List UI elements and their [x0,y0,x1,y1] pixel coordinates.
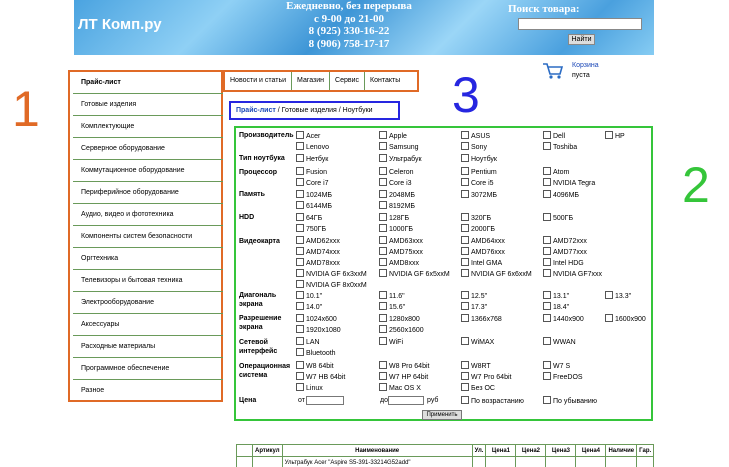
table-header[interactable]: Цена4 [576,445,606,457]
filter-diag-option[interactable]: 15.6" [379,302,405,312]
menu-item-ready-products[interactable]: Готовые изделия [73,94,223,116]
menu-item-server[interactable]: Серверное оборудование [73,138,223,160]
filter-label-ram: Память [239,191,265,198]
filter-gpu-option[interactable]: AMD72xxx [543,236,587,246]
filter-maker-option[interactable]: Apple [379,131,407,141]
filter-maker-option[interactable]: Samsung [379,142,419,152]
nav-store[interactable]: Магазин [292,72,330,90]
filter-diag-option[interactable]: 18.4" [543,302,569,312]
menu-item-misc[interactable]: Разное [81,387,105,394]
filter-res-option[interactable]: 1600x900 [605,314,646,324]
filter-gpu-option[interactable]: NVIDIA GF 8x0xxM [296,280,367,290]
filter-hdd-option[interactable]: 64ГБ [296,213,322,223]
filter-label-cpu: Процессор [239,169,278,176]
filter-label-maker: Производитель [239,132,294,139]
price-to-label: до [380,397,388,404]
table-cell [237,457,253,467]
filter-os-option[interactable]: W7 HP 64bit [379,372,428,382]
filter-diag-option[interactable]: 14.0" [296,302,322,312]
filter-type-option[interactable]: Нетбук [296,154,328,164]
category-menu [68,70,223,402]
menu-item-security[interactable]: Компоненты систем безопасности [73,226,223,248]
filter-gpu-option[interactable]: AMD76xxx [461,247,505,257]
cart-status: пуста [572,72,590,79]
filter-diag-option[interactable]: 11.6" [379,291,405,301]
filter-diag-option[interactable]: 13.1" [543,291,569,301]
filter-label-diag-2: экрана [239,301,263,308]
filter-gpu-option[interactable]: AMD78xxx [296,258,340,268]
filter-gpu-option[interactable]: NVIDIA GF 6x5xxM [379,269,450,279]
menu-item-audio-video[interactable]: Аудио, видео и фототехника [73,204,223,226]
top-nav [223,70,419,92]
filter-ram-option[interactable]: 8192МБ [379,201,415,211]
table-header[interactable]: Ул. [472,445,486,457]
filter-gpu-option[interactable]: AMD74xxx [296,247,340,257]
menu-item-tv[interactable]: Телевизоры и бытовая техника [73,270,223,292]
menu-item-consumables[interactable]: Расходные материалы [73,336,223,358]
filter-gpu-option[interactable]: AMD8xxx [379,258,419,268]
price-to-input[interactable] [388,396,424,405]
filter-os-option[interactable]: W8RT [461,361,491,371]
filter-label-hdd: HDD [239,214,255,221]
search-input[interactable] [518,18,642,30]
price-from-input[interactable] [306,396,344,405]
filter-label-diag-1: Диагональ [239,292,277,299]
filter-label-price: Цена [239,397,257,404]
filter-res-option[interactable]: 1440x900 [543,314,584,324]
filter-diag-option[interactable]: 17.3" [461,302,487,312]
table-header-row [237,445,654,457]
filter-os-option[interactable]: Linux [296,383,323,393]
filter-ram-option[interactable]: 2048МБ [379,190,415,200]
filter-hdd-option[interactable]: 2000ГБ [461,224,495,234]
table-cell-name[interactable]: Ультрабук Acer "Aspire S5-391-33214G52add" [282,457,472,467]
nav-service[interactable]: Сервис [330,72,365,90]
filter-gpu-option[interactable]: AMD77xxx [543,247,587,257]
header-banner [74,0,654,55]
table-header [237,445,253,457]
filter-type-option[interactable]: Ультрабук [379,154,422,164]
search-button[interactable]: Найти [568,34,595,45]
filter-res-option[interactable]: 1024x600 [296,314,337,324]
filter-maker-option[interactable]: Acer [296,131,320,141]
filter-gpu-option[interactable]: AMD64xxx [461,236,505,246]
filter-maker-option[interactable]: Lenovo [296,142,329,152]
filter-net-option[interactable]: WiMAX [461,337,494,347]
filter-gpu-option[interactable]: AMD75xxx [379,247,423,257]
filter-label-os-1: Операционная [239,363,291,370]
filter-diag-option[interactable]: 13.3" [605,291,631,301]
menu-item-electrical[interactable]: Электрооборудование [73,292,223,314]
nav-contacts[interactable]: Контакты [370,77,401,84]
price-currency: руб [427,397,439,404]
filter-net-option[interactable]: WWAN [543,337,576,347]
table-cell [576,457,606,467]
annotation-3: 3 [452,67,480,123]
filter-maker-option[interactable]: Toshiba [543,142,577,152]
working-hours [274,0,424,50]
filter-res-option[interactable]: 1280x800 [379,314,420,324]
table-header[interactable]: Наименование [282,445,472,457]
annotation-1: 1 [12,81,40,137]
filter-label-type: Тип ноутбука [239,155,285,162]
menu-item-peripherals[interactable]: Периферийное оборудование [73,182,223,204]
filter-cpu-option[interactable]: Core i7 [296,178,329,188]
filter-res-option[interactable]: 1920x1080 [296,325,341,335]
filter-gpu-option[interactable]: NVIDIA GF 6x3xxM [296,269,367,279]
nav-news[interactable]: Новости и статьи [225,72,292,90]
filter-ram-option[interactable]: 1024МБ [296,190,332,200]
table-row[interactable] [237,457,654,467]
filter-type-option[interactable]: Ноутбук [461,154,497,164]
filter-cpu-option[interactable]: Atom [543,167,569,177]
table-header[interactable]: Цена3 [546,445,576,457]
table-cell [637,457,654,467]
filter-os-option[interactable]: W8 64bit [296,361,334,371]
breadcrumb [229,101,400,120]
filter-os-option[interactable]: Без ОС [461,383,495,393]
filter-hdd-option[interactable]: 128ГБ [379,213,409,223]
filter-os-option[interactable]: Mac OS X [379,383,421,393]
filter-cpu-option[interactable]: Celeron [379,167,414,177]
table-cell [546,457,576,467]
filter-net-option[interactable]: WiFi [379,337,403,347]
cart-icon [542,62,564,80]
filter-hdd-option[interactable]: 320ГБ [461,213,491,223]
sort-desc-radio[interactable]: По убыванию [543,396,597,406]
filter-res-option[interactable]: 2560x1600 [379,325,424,335]
results-table [236,444,654,467]
filter-panel [234,126,653,421]
filter-label-gpu: Видеокарта [239,238,280,245]
filter-hdd-option[interactable]: 1000ГБ [379,224,413,234]
site-logo[interactable]: ЛТ Комп.ру [78,16,162,33]
price-from-label: от [298,397,305,404]
filter-gpu-option[interactable]: Intel GMA [461,258,502,268]
filter-os-option[interactable]: W7 S [543,361,570,371]
filter-diag-option[interactable]: 10.1" [296,291,322,301]
filter-maker-option[interactable]: ASUS [461,131,490,141]
menu-item-price-list[interactable]: Прайс-лист [73,72,223,94]
table-header[interactable]: Артикул [253,445,283,457]
filter-net-option[interactable]: Bluetooth [296,348,336,358]
filter-label-net-1: Сетевой [239,339,268,346]
filter-ram-option[interactable]: 6144МБ [296,201,332,211]
hours-line-2: с 9-00 до 21-00 [313,12,385,25]
table-cell [472,457,486,467]
filter-cpu-option[interactable]: Core i5 [461,178,494,188]
filter-gpu-option[interactable]: NVIDIA GF7xxx [543,269,602,279]
filter-maker-option[interactable]: Sony [461,142,487,152]
menu-item-accessories[interactable]: Аксессуары [73,314,223,336]
table-cell [516,457,546,467]
filter-os-option[interactable]: FreeDOS [543,372,583,382]
filter-label-res-2: экрана [239,324,263,331]
annotation-2: 2 [682,157,710,213]
table-header[interactable]: Цена1 [486,445,516,457]
phone-2: 8 (906) 758-17-17 [308,37,390,50]
filter-maker-option[interactable]: HP [605,131,625,141]
cart[interactable] [542,62,622,82]
filter-hdd-option[interactable]: 750ГБ [296,224,326,234]
filter-cpu-option[interactable]: Core i3 [379,178,412,188]
hours-line-1: Ежедневно, без перерыва [286,0,412,12]
filter-label-net-2: интерфейс [239,348,278,355]
apply-button[interactable]: Применить [422,410,462,420]
menu-item-components[interactable]: Комплектующие [73,116,223,138]
filter-os-option[interactable]: W7 HB 64bit [296,372,345,382]
filter-os-option[interactable]: W7 Pro 64bit [461,372,511,382]
phone-1: 8 (925) 330-16-22 [308,25,390,37]
breadcrumb-path: / Готовые изделия / Ноутбуки [275,107,373,114]
table-cell [253,457,283,467]
filter-cpu-option[interactable]: NVIDIA Tegra [543,178,595,188]
table-header[interactable]: Гар. [637,445,654,457]
filter-net-option[interactable]: LAN [296,337,320,347]
table-cell [606,457,637,467]
breadcrumb-link[interactable]: Прайс-лист [236,107,276,114]
filter-hdd-option[interactable]: 500ГБ [543,213,573,223]
filter-gpu-option[interactable]: AMD63xxx [379,236,423,246]
filter-cpu-option[interactable]: Pentium [461,167,497,177]
filter-label-res-1: Разрешение [239,315,282,322]
menu-item-network[interactable]: Коммутационное оборудование [73,160,223,182]
filter-gpu-option[interactable]: NVIDIA GF 6x6xxM [461,269,532,279]
filter-gpu-option[interactable]: AMD62xxx [296,236,340,246]
filter-ram-option[interactable]: 4096МБ [543,190,579,200]
sort-asc-radio[interactable]: По возрастанию [461,396,524,406]
filter-ram-option[interactable]: 3072МБ [461,190,497,200]
filter-gpu-option[interactable]: Intel HDG [543,258,584,268]
filter-os-option[interactable]: W8 Pro 64bit [379,361,429,371]
menu-item-office[interactable]: Оргтехника [73,248,223,270]
filter-label-os-2: система [239,372,268,379]
filter-diag-option[interactable]: 12.5" [461,291,487,301]
filter-maker-option[interactable]: Dell [543,131,565,141]
table-header[interactable]: Наличие [606,445,637,457]
filter-cpu-option[interactable]: Fusion [296,167,327,177]
filter-res-option[interactable]: 1366x768 [461,314,502,324]
search-title: Поиск товара: [508,3,580,15]
table-cell [486,457,516,467]
menu-item-software[interactable]: Программное обеспечение [73,358,223,380]
cart-title[interactable]: Корзина [572,62,599,69]
table-header[interactable]: Цена2 [516,445,546,457]
